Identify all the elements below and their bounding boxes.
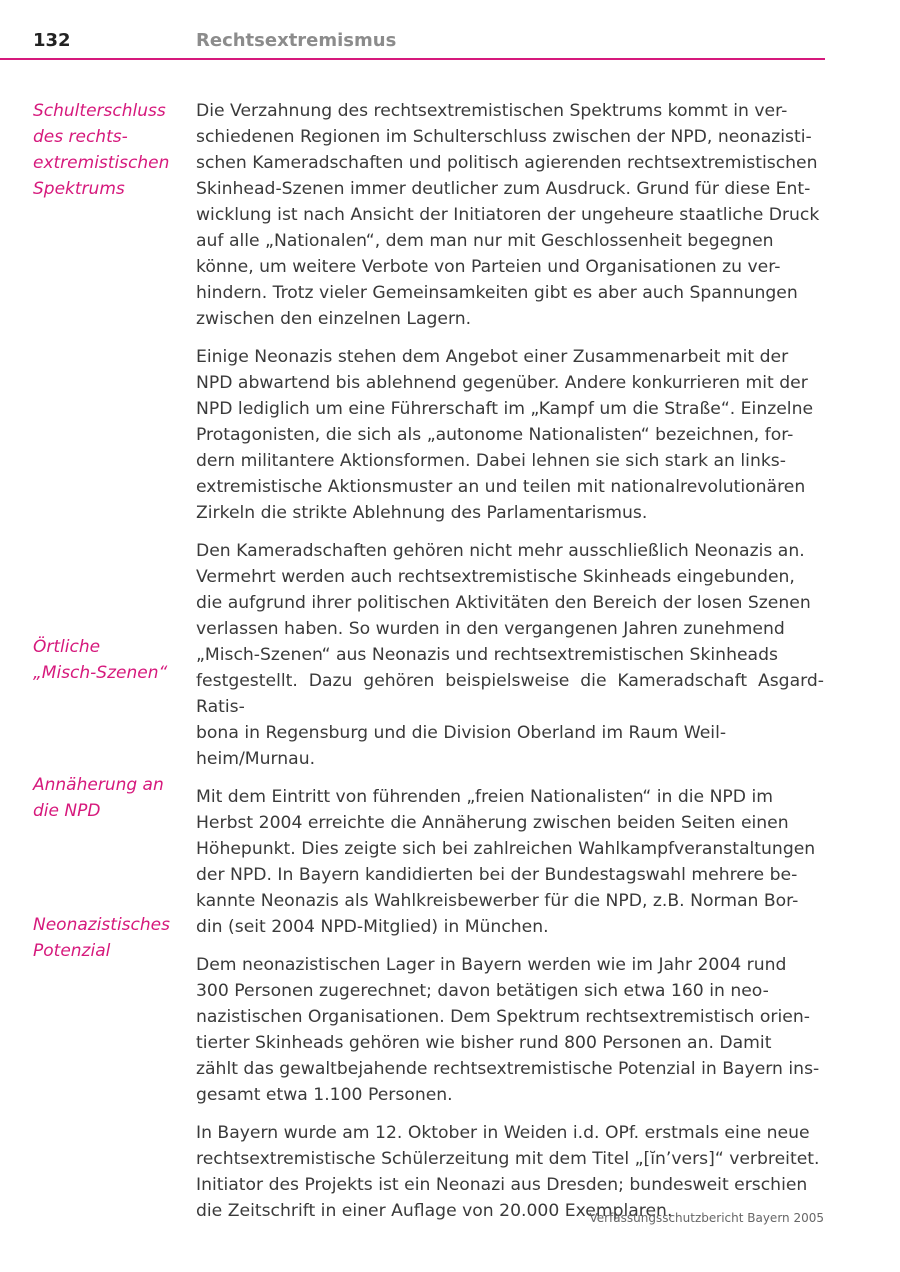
paragraph: Die Verzahnung des rechtsextremistischen Spektrums kommt in ver- schiedenen Regionen im Schulterschluss zwischen der NPD, neonazisti- schen Kameradschaften und politisch agierenden rechtsextremistischen Skinhead-Szenen immer deutlicher zum Ausdruck. Grund für diese Ent- wicklung ist nach Ansicht der Initiatoren der ungeheure staatliche Druck auf alle „Nationalen“, dem man nur mit Geschlossenheit begegnen könne, um weitere Verbote von Parteien und Organisationen zu ver- hindern. Trotz vieler Gemeinsamkeiten gibt es aber auch Spannungen zwischen den einzelnen Lagern. (196, 101, 820, 329)
running-title: Rechtsextremismus (196, 30, 397, 51)
margin-note-schulterschluss: Schulterschluss des rechts- extremistischen Spektrums (33, 101, 170, 199)
body-text (196, 98, 824, 1236)
paragraph: Mit dem Eintritt von führenden „freien Nationalisten“ in die NPD im Herbst 2004 erreichte die Annäherung zwischen beiden Seiten einen Höhepunkt. Dies zeigte sich bei zahlreichen Wahlkampfveranstaltungen der NPD. In Bayern kandidierten bei der Bundestagswahl mehrere be- kannte Neonazis als Wahlkreisbewerber für die NPD, z.B. Norman Bor- din (seit 2004 NPD-Mitglied) in München. (196, 787, 816, 937)
paragraph: Dem neonazistischen Lager in Bayern werden wie im Jahr 2004 rund 300 Personen zugerechnet; davon betätigen sich etwa 160 in neo- nazistischen Organisationen. Dem Spektrum rechtsextremistisch orien- tierter Skinheads gehören wie bisher rund 800 Personen an. Damit zählt das gewaltbejahende rechtsextremistische Potenzial in Bayern ins- gesamt etwa 1.100 Personen. (196, 955, 820, 1105)
page-header (0, 28, 825, 60)
margin-note-misch-szenen: Örtliche „Misch-Szenen“ (33, 637, 168, 683)
paragraph: In Bayern wurde am 12. Oktober in Weiden i.d. OPf. erstmals eine neue rechtsextremistische Schülerzeitung mit dem Titel „[ĭn’vers]“ verbreitet. Initiator des Projekts ist ein Neonazi aus Dresden; bundesweit erschien die Zeitschrift in einer Auflage von 20.000 Exemplaren. (196, 1123, 820, 1221)
paragraph: Den Kameradschaften gehören nicht mehr ausschließlich Neonazis an. Vermehrt werden auch rechtsextremistische Skinheads eingebunden, die aufgrund ihrer politischen Aktivitäten den Bereich der losen Szenen verlassen haben. So wurden in den vergangenen Jahren zunehmend „Misch-Szenen“ aus Neonazis und rechtsextremistischen Skinheads festgestellt. Dazu gehören beispielsweise die Kameradschaft Asgard-Ratis- bona in Regensburg und die Division Oberland im Raum Weil- heim/Murnau. (196, 541, 824, 769)
page-number: 132 (33, 30, 71, 51)
margin-note-potenzial: Neonazistisches Potenzial (33, 915, 170, 961)
paragraph: Einige Neonazis stehen dem Angebot einer Zusammenarbeit mit der NPD abwartend bis ablehnend gegenüber. Andere konkurrieren mit der NPD lediglich um eine Führerschaft im „Kampf um die Straße“. Einzelne Protagonisten, die sich als „autonome Nationalisten“ bezeichnen, for- dern militantere Aktionsformen. Dabei lehnen sie sich stark an links- extremistische Aktionsmuster an und teilen mit nationalrevolutionären Zirkeln die strikte Ablehnung des Parlamentarismus. (196, 347, 814, 523)
margin-note-annaeherung: Annäherung an die NPD (33, 775, 164, 821)
page-footer: Verfassungsschutzbericht Bayern 2005 (589, 1211, 824, 1225)
